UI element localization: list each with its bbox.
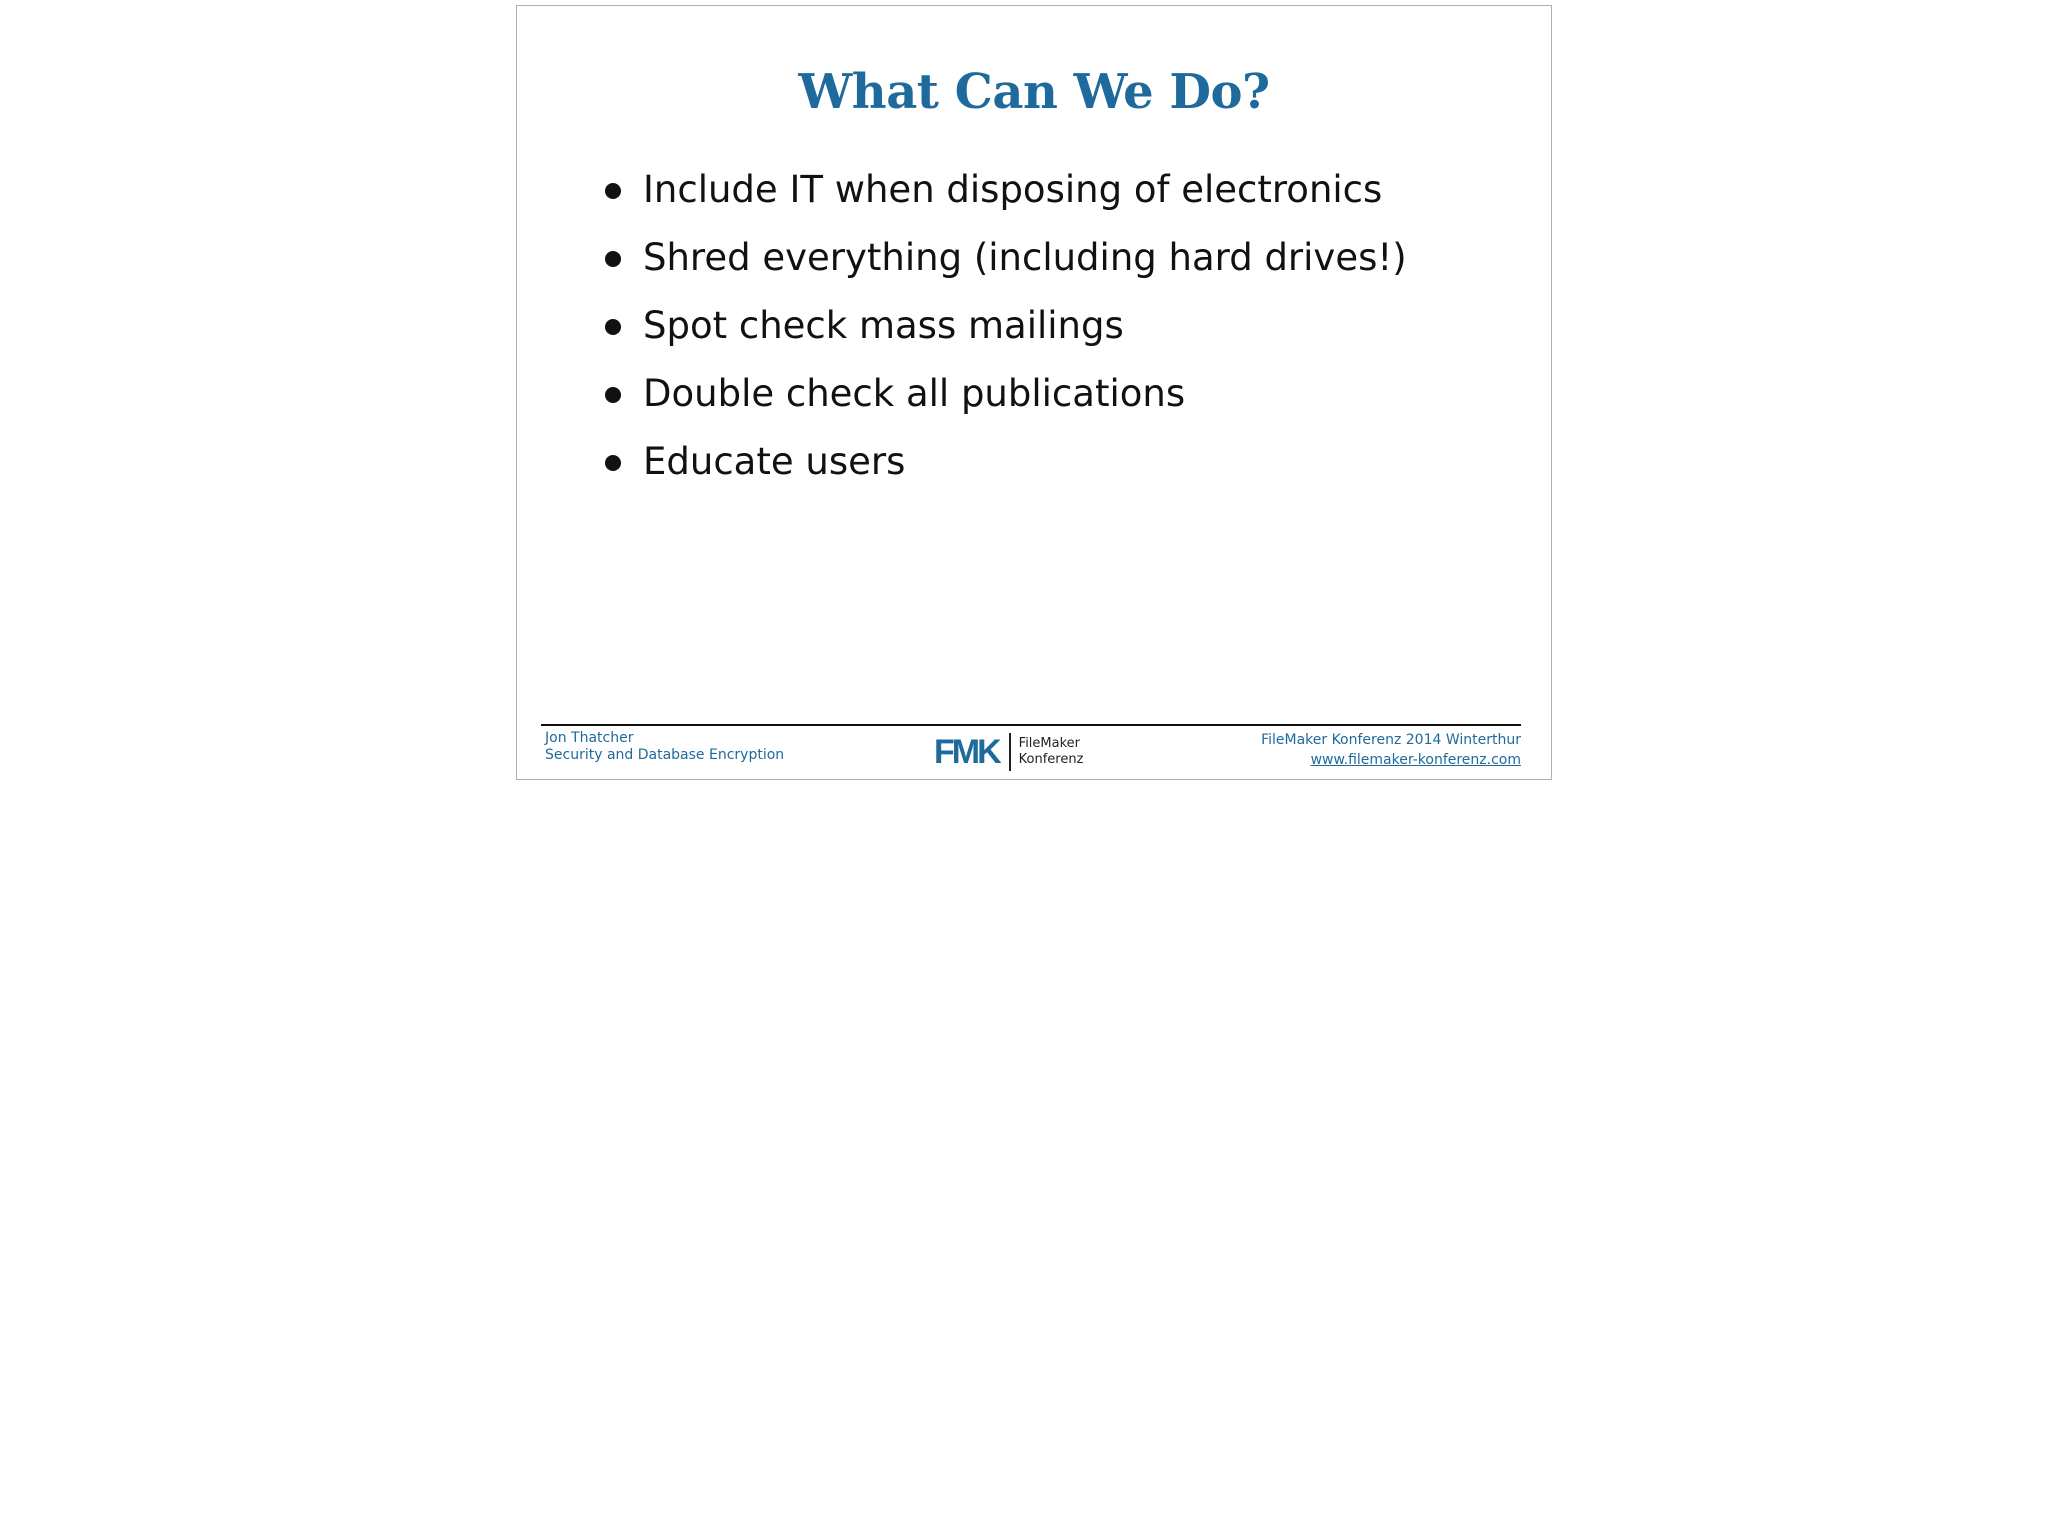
bullet-dot-icon: [605, 183, 621, 199]
bullet-text: Educate users: [643, 440, 906, 483]
slide-title: What Can We Do?: [798, 64, 1270, 120]
bullet-item: [605, 224, 1407, 292]
footer-author: Jon Thatcher: [545, 730, 634, 746]
footer-divider: [541, 724, 1521, 726]
footer-left: [545, 730, 784, 764]
bullet-text: Shred everything (including hard drives!): [643, 236, 1407, 279]
bullet-text: Spot check mass mailings: [643, 304, 1124, 347]
footer-talk-title: Security and Database Encryption: [545, 747, 785, 763]
bullet-list: [605, 156, 1407, 496]
footer-right: [1261, 730, 1521, 770]
bullet-item: [605, 360, 1407, 428]
footer-url-link[interactable]: www.filemaker-konferenz.com: [1310, 752, 1521, 768]
footer-event: FileMaker Konferenz 2014 Winterthur: [1261, 732, 1521, 748]
bullet-dot-icon: [605, 319, 621, 335]
logo-separator: [1009, 733, 1011, 771]
bullet-item: [605, 292, 1407, 360]
slide: [516, 5, 1552, 780]
logo-wordmark: [1019, 736, 1084, 768]
bullet-item: [605, 428, 1407, 496]
logo-mark: FMK: [934, 733, 999, 771]
bullet-dot-icon: [605, 251, 621, 267]
bullet-item: [605, 156, 1407, 224]
fmk-logo: [934, 732, 1083, 772]
logo-line-2: Konferenz: [1018, 752, 1084, 767]
bullet-text: Include IT when disposing of electronics: [643, 168, 1383, 211]
logo-line-1: FileMaker: [1018, 736, 1080, 751]
bullet-dot-icon: [605, 455, 621, 471]
bullet-dot-icon: [605, 387, 621, 403]
bullet-text: Double check all publications: [643, 372, 1186, 415]
